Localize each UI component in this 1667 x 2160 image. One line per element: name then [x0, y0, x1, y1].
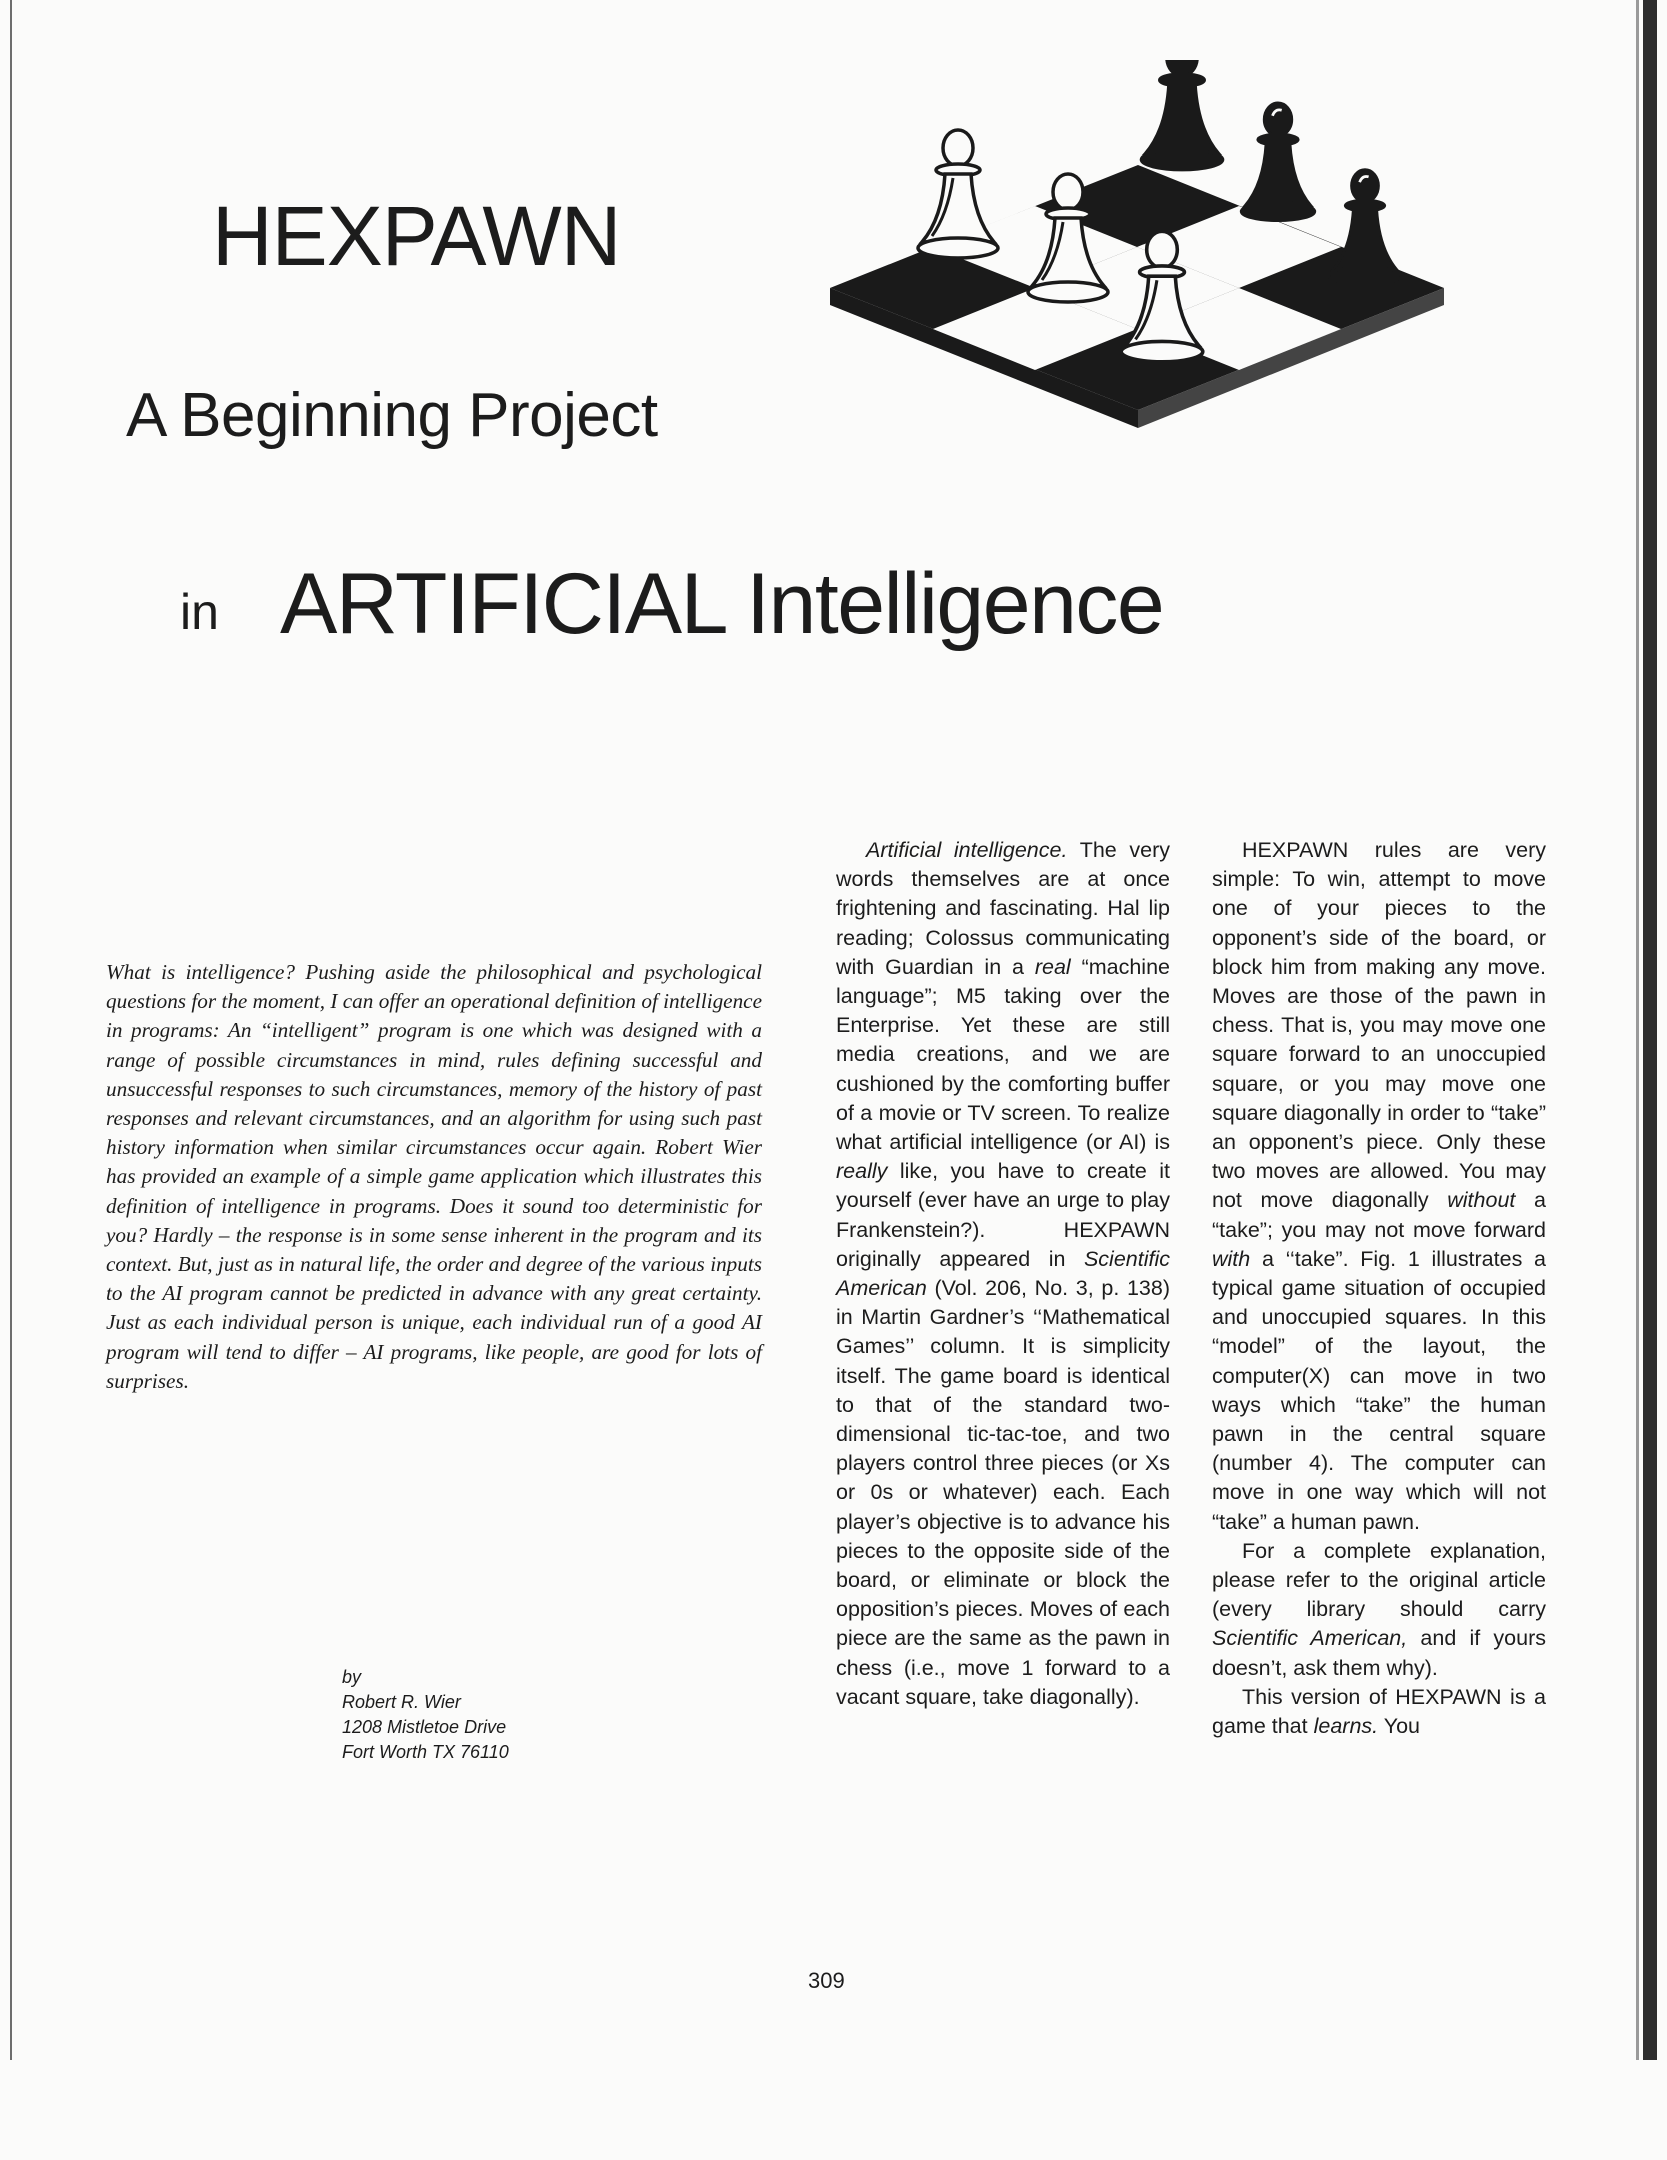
- col1-em-really: really: [836, 1159, 888, 1184]
- title-hexpawn: HEXPAWN: [212, 189, 621, 283]
- byline-street: 1208 Mistletoe Drive: [342, 1717, 507, 1737]
- abstract-text: What is intelligence? Pushing aside the philosophical and psychological questions for the moment, I can offer an operational definition of intelligence in programs: An “intelligent” program is one which was designed with a range of possible circumstances in mind, rules defining successful and unsuccessful responses to such circumstances, memory of the history of past responses and relevant circumstances, and an algorithm for using such past history information when similar circumstances occur again. Robert Wier has provided an example of a simple game application which illustrates this definition of intelligence in programs. Does it sound too deterministic for you? Hardly – the response is in some sense inherent in the program and its context. But, just as in natural life, the order and degree of the various inputs to the AI program cannot be predicted in advance with any great certainty. Just as each individual person is unique, each individual run of a good AI program will tend to differ – AI programs, like people, are good for lots of surprises.: [106, 960, 762, 1393]
- byline-city: Fort Worth TX 76110: [342, 1742, 509, 1762]
- chess-board-pawns-icon: [820, 60, 1450, 480]
- light-pawn-left: [918, 130, 998, 258]
- byline-by: by: [342, 1667, 362, 1687]
- col2-text-5: and if yours doesn’t, ask them why).: [1212, 1626, 1546, 1680]
- body-column-2: [1212, 836, 1546, 1741]
- col1-paragraph-1: [836, 836, 1170, 1712]
- byline: [342, 1665, 662, 1765]
- col1-text-2: “machine language”; M5 taking over the Enterprise. Yet these are still media creations, and we are cushioned by the comforting buffer of a movie or TV screen. To realize what artificial intelligence (or AI) is: [836, 954, 1170, 1155]
- title-subtitle: A Beginning Project: [126, 381, 658, 450]
- col2-paragraph-3: [1212, 1683, 1546, 1741]
- col1-em-real: real: [1034, 954, 1071, 979]
- col2-text-1: HEXPAWN rules are very simple: To win, attempt to move one of your pieces to the opponent’s side of the board, or block him from making any move. Moves are those of the pawn in chess. That is, you may move one square forward to an unoccupied square, or you may move one square diagonally in order to “take” an opponent’s piece. Only these two moves are allowed. You may not move diagonally: [1212, 838, 1546, 1213]
- col2-text-4: For a complete explanation, please refer to the original article (every library should carry: [1212, 1538, 1546, 1622]
- byline-author: Robert R. Wier: [342, 1692, 461, 1712]
- col2-em-scientific-american: Scientific American,: [1212, 1626, 1408, 1651]
- dark-pawn-far-right: [1329, 170, 1401, 285]
- body-column-1: [836, 836, 1170, 1712]
- title-in-word: in: [180, 584, 219, 640]
- col1-em-scientific-american: Scientific American: [836, 1246, 1170, 1301]
- page-edge-right-inner: [1636, 0, 1639, 2060]
- col2-text-3: a ‘‘take”. Fig. 1 illustrates a typical game situation of occupied and unoccupied squares. In this “model” of the layout, the computer(X) can move in two ways which “take” the human pawn in the central square (number 4). The computer can move in one way which will not “take” a human pawn.: [1212, 1246, 1546, 1534]
- col2-em-with: with: [1212, 1246, 1251, 1271]
- dark-pawn-right: [1241, 103, 1315, 221]
- col1-text-1: The very words themselves are at once frightening and fascinating. Hal lip reading; Colossus communicating with Guardian in a: [836, 838, 1170, 979]
- page-edge-right: [1643, 0, 1657, 2060]
- page-number: 309: [808, 1968, 845, 1993]
- col2-text-2: a “take”; you may not move forward: [1212, 1188, 1546, 1242]
- col2-text-7: You: [1378, 1714, 1421, 1739]
- col2-em-learns: learns.: [1313, 1714, 1379, 1739]
- dark-pawn-back: [1141, 60, 1223, 170]
- col2-paragraph-2: [1212, 1537, 1546, 1683]
- col1-em-artificial-intelligence: Artificial intelligence.: [866, 838, 1068, 862]
- col2-text-6: This version of HEXPAWN is a game that: [1212, 1684, 1546, 1739]
- title-artificial-intelligence: ARTIFICIAL Intelligence: [280, 556, 1164, 652]
- col1-text-4: (Vol. 206, No. 3, p. 138) in Martin Gardner’s ‘‘Mathematical Games’’ column. It is simplicity itself. The game board is identical to that of the standard two-dimensional tic-tac-toe, and two players control three pieces (or Xs or 0s or whatever) each. Each player’s objective is to advance his pieces to the opposite side of the board, or eliminate or block the opposition’s pieces. Moves of each piece are the same as the pawn in chess (i.e., move 1 forward to a vacant square, take diagonally).: [836, 1276, 1170, 1709]
- col2-em-without: without: [1447, 1188, 1516, 1213]
- col1-text-3: like, you have to create it yourself (ever have an urge to play Frankenstein?). HEXPAWN originally appeared in: [836, 1159, 1170, 1271]
- page-edge-left: [10, 0, 12, 2060]
- col2-paragraph-1: [1212, 836, 1546, 1537]
